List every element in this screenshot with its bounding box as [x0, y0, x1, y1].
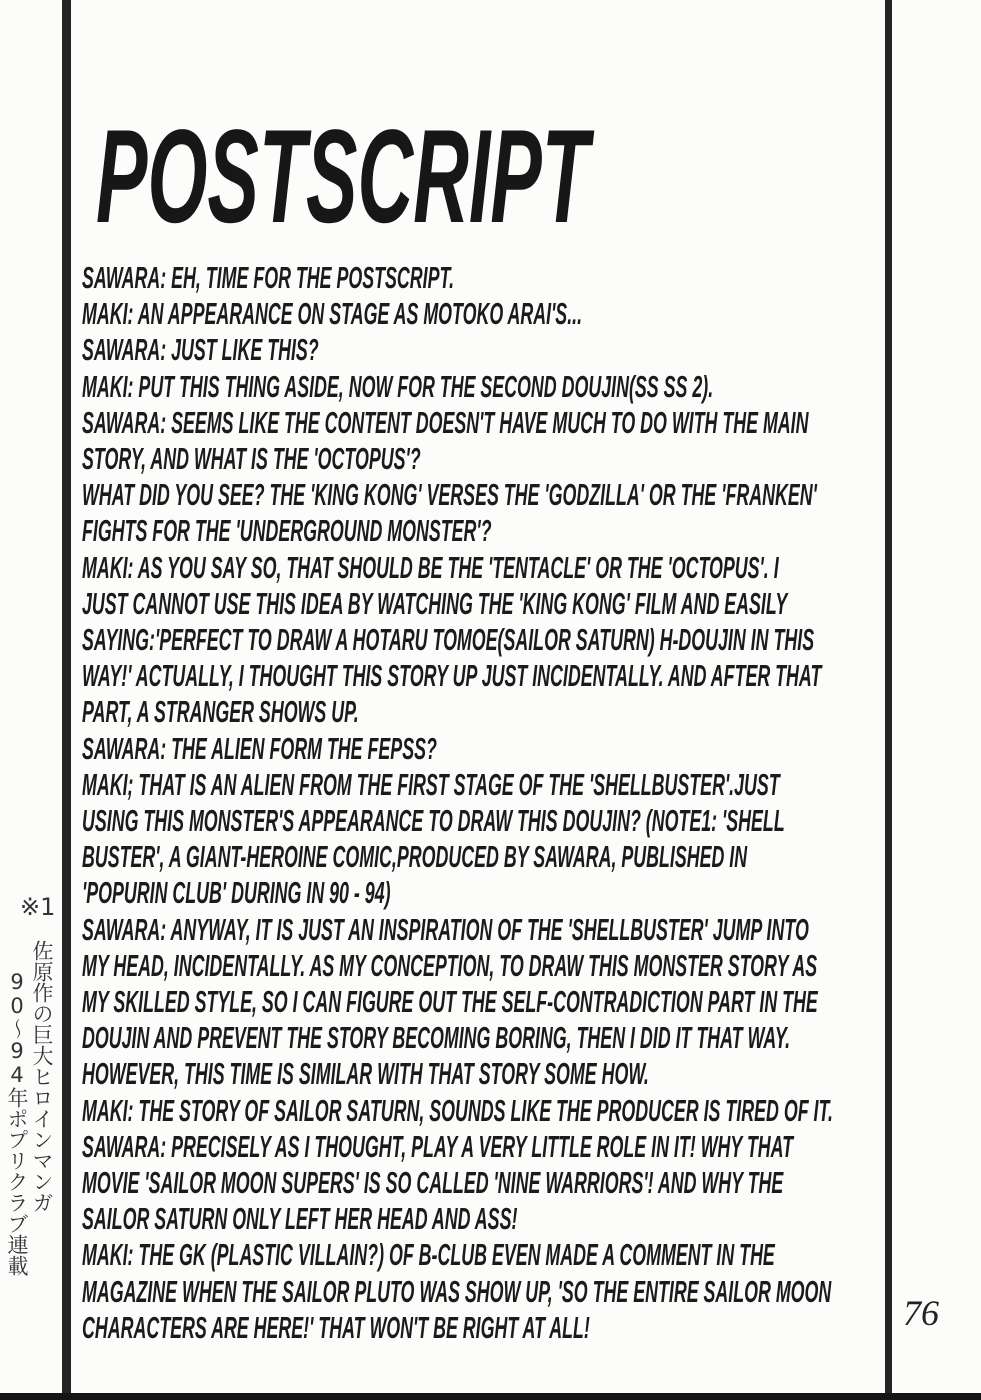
dialogue-line: MY SKILLED STYLE, SO I CAN FIGURE OUT THE SELF-CONTRADICTION PART IN THE	[82, 984, 818, 1020]
margin-note-column: 90〜94年ポプリクラブ連載	[5, 970, 29, 1276]
panel-border-left	[62, 0, 71, 1400]
dialogue-line: SAYING:'PERFECT TO DRAW A HOTARU TOMOE(SAILOR SATURN) H-DOUJIN IN THIS	[82, 622, 815, 658]
dialogue-line: SAWARA: THE ALIEN FORM THE FEPSS?	[82, 730, 437, 766]
dialogue-line: FIGHTS FOR THE 'UNDERGROUND MONSTER'?	[82, 513, 492, 549]
dialogue-line: BUSTER', A GIANT-HEROINE COMIC,PRODUCED BY SAWARA, PUBLISHED IN	[82, 839, 748, 875]
dialogue-line: MOVIE 'SAILOR MOON SUPERS' IS SO CALLED 'NINE WARRIORS'! AND WHY THE	[82, 1165, 784, 1201]
dialogue-line: WHAT DID YOU SEE? THE 'KING KONG' VERSES THE 'GODZILLA' OR THE 'FRANKEN'	[82, 477, 817, 513]
dialogue-line: MAKI: AS YOU SAY SO, THAT SHOULD BE THE 'TENTACLE' OR THE 'OCTOPUS'. I	[82, 549, 779, 585]
dialogue-line: MAKI: AN APPEARANCE ON STAGE AS MOTOKO ARAI'S...	[82, 296, 583, 332]
dialogue-line: SAWARA: ANYWAY, IT IS JUST AN INSPIRATION OF THE 'SHELLBUSTER' JUMP INTO	[82, 911, 809, 947]
page-number: 76	[903, 1293, 939, 1333]
dialogue-line: MAKI: PUT THIS THING ASIDE, NOW FOR THE SECOND DOUJIN(SS SS 2).	[82, 368, 714, 404]
margin-note-column: 佐原作の巨大ヒロインマンガ	[30, 940, 54, 1213]
scan-edge-bottom	[0, 1393, 981, 1400]
dialogue-line: PART, A STRANGER SHOWS UP.	[82, 694, 359, 730]
dialogue-line: STORY, AND WHAT IS THE 'OCTOPUS'?	[82, 441, 421, 477]
dialogue-line: CHARACTERS ARE HERE!' THAT WON'T BE RIGHT AT ALL!	[82, 1309, 590, 1345]
margin-note-vertical	[4, 940, 54, 1320]
dialogue-line: 'POPURIN CLUB' DURING IN 90 - 94)	[82, 875, 391, 911]
dialogue-line: HOWEVER, THIS TIME IS SIMILAR WITH THAT STORY SOME HOW.	[82, 1056, 649, 1092]
dialogue-line: MAKI: THE GK (PLASTIC VILLAIN?) OF B-CLUB EVEN MADE A COMMENT IN THE	[82, 1237, 775, 1273]
margin-note-marker: ※1	[20, 893, 56, 921]
dialogue-line: WAY!' ACTUALLY, I THOUGHT THIS STORY UP JUST INCIDENTALLY. AND AFTER THAT	[82, 658, 822, 694]
dialogue-line: USING THIS MONSTER'S APPEARANCE TO DRAW THIS DOUJIN? (NOTE1: 'SHELL	[82, 803, 785, 839]
dialogue-line: MAKI: THE STORY OF SAILOR SATURN, SOUNDS LIKE THE PRODUCER IS TIRED OF IT.	[82, 1092, 834, 1128]
dialogue-line: JUST CANNOT USE THIS IDEA BY WATCHING THE 'KING KONG' FILM AND EASILY	[82, 585, 788, 621]
dialogue-line: MY HEAD, INCIDENTALLY. AS MY CONCEPTION, TO DRAW THIS MONSTER STORY AS	[82, 947, 818, 983]
dialogue-line: SAWARA: EH, TIME FOR THE POSTSCRIPT.	[82, 260, 455, 295]
postscript-dialogue	[82, 260, 933, 1346]
dialogue-line: SAWARA: JUST LIKE THIS?	[82, 332, 319, 368]
dialogue-line: SAILOR SATURN ONLY LEFT HER HEAD AND ASS!	[82, 1201, 518, 1237]
dialogue-line: SAWARA: PRECISELY AS I THOUGHT, PLAY A VERY LITTLE ROLE IN IT! WHY THAT	[82, 1128, 794, 1164]
dialogue-line: MAKI; THAT IS AN ALIEN FROM THE FIRST STAGE OF THE 'SHELLBUSTER'.JUST	[82, 766, 780, 802]
dialogue-line: DOUJIN AND PREVENT THE STORY BECOMING BORING, THEN I DID IT THAT WAY.	[82, 1020, 791, 1056]
page-title: POSTSCRIPT	[96, 103, 589, 251]
dialogue-line: MAGAZINE WHEN THE SAILOR PLUTO WAS SHOW UP, 'SO THE ENTIRE SAILOR MOON	[82, 1273, 832, 1309]
dialogue-line: SAWARA: SEEMS LIKE THE CONTENT DOESN'T HAVE MUCH TO DO WITH THE MAIN	[82, 404, 809, 440]
